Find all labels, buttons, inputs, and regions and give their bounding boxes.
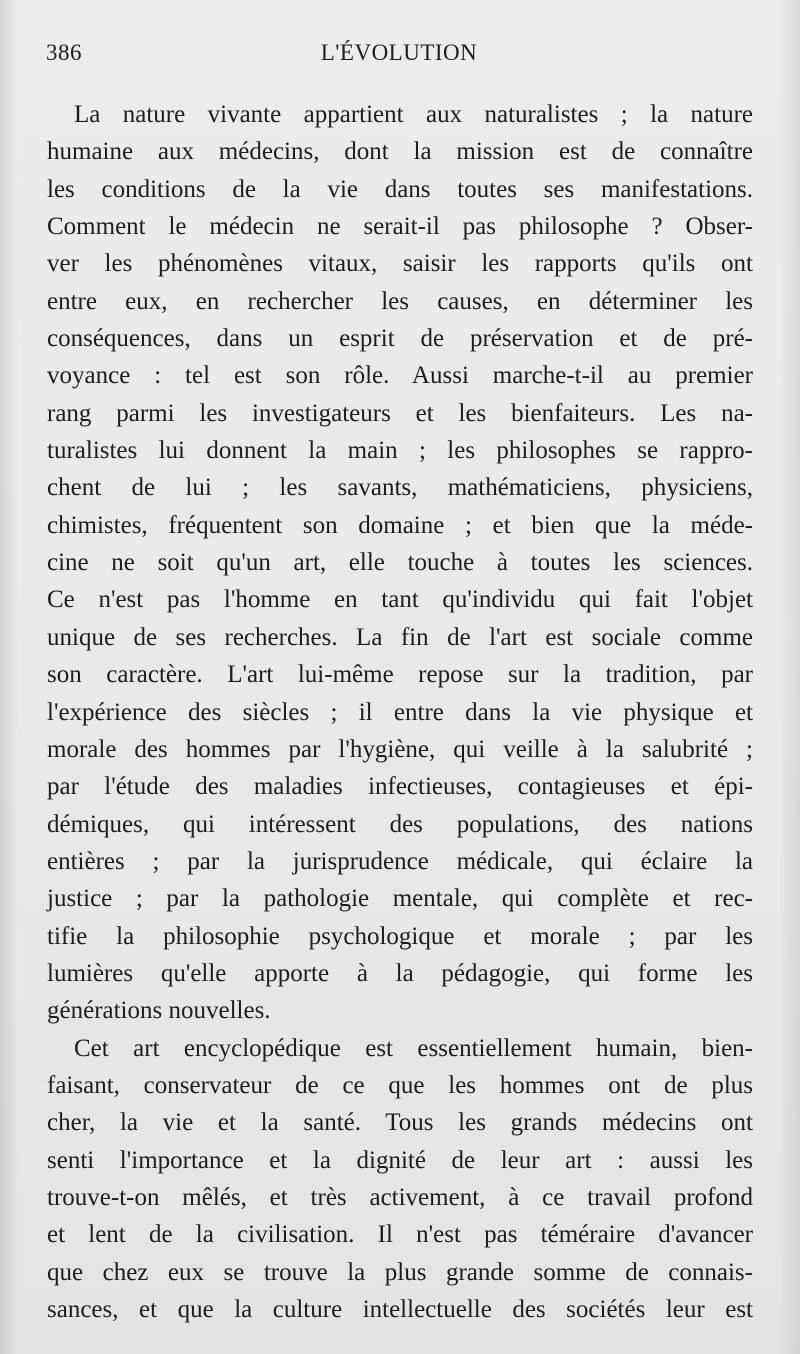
text-line: l'expérience des siècles ; il entre dans la vie physique et (47, 698, 753, 726)
text-line: entières ; par la jurisprudence médicale, qui éclaire la (47, 847, 753, 875)
text-line: justice ; par la pathologie mentale, qui complète et rec- (47, 885, 753, 913)
text-line: Comment le médecin ne serait-il pas philosophe ? Obser- (47, 213, 753, 241)
text-line: par l'étude des maladies infectieuses, contagieuses et épi- (47, 773, 753, 801)
text-line: et lent de la civilisation. Il n'est pas téméraire d'avancer (47, 1221, 753, 1249)
text-line: morale des hommes par l'hygiène, qui veille à la salubrité ; (47, 735, 753, 763)
text-line: unique de ses recherches. La fin de l'art est sociale comme (47, 623, 753, 651)
text-line: entre eux, en rechercher les causes, en déterminer les (47, 287, 753, 315)
text-line: les conditions de la vie dans toutes ses manifestations. (47, 175, 753, 203)
running-header (46, 40, 752, 76)
text-line: rang parmi les investigateurs et les bienfaiteurs. Les na- (47, 399, 753, 427)
text-line: cher, la vie et la santé. Tous les grands médecins ont (47, 1109, 753, 1137)
text-line: Cet art encyclopédique est essentiellement humain, bien- (74, 1034, 753, 1062)
text-line: lumières qu'elle apporte à la pédagogie, qui forme les (47, 959, 753, 987)
text-line: ver les phénomènes vitaux, saisir les rapports qu'ils ont (47, 250, 753, 278)
text-line: chent de lui ; les savants, mathématiciens, physiciens, (47, 474, 753, 502)
paragraph-text (47, 96, 753, 1030)
text-line: senti l'importance et la dignité de leur art : aussi les (47, 1146, 753, 1174)
text-line: démiques, qui intéressent des populations, des nations (47, 810, 753, 838)
text-line: humaine aux médecins, dont la mission est de connaître (47, 138, 753, 166)
text-line: chimistes, fréquentent son domaine ; et bien que la méde- (47, 511, 753, 539)
text-line: son caractère. L'art lui-même repose sur la tradition, par (47, 661, 753, 689)
text-line: cine ne soit qu'un art, elle touche à toutes les sciences. (47, 549, 753, 577)
paragraph-2 (47, 1030, 753, 1329)
paragraph-text (47, 1030, 753, 1329)
text-line: sances, et que la culture intellectuelle des sociétés leur est (47, 1296, 753, 1323)
paragraph-1 (47, 96, 753, 1030)
body-text (47, 96, 753, 1328)
text-line: trouve-t-on mêlés, et très activement, à ce travail profond (47, 1183, 753, 1211)
text-line: tifie la philosophie psychologique et morale ; par les (47, 922, 753, 950)
text-line: que chez eux se trouve la plus grande somme de connais- (47, 1258, 753, 1286)
page-number: 386 (46, 40, 82, 65)
text-line: faisant, conservateur de ce que les hommes ont de plus (47, 1071, 753, 1099)
text-line: voyance : tel est son rôle. Aussi marche-t-il au premier (47, 362, 753, 390)
text-line: Ce n'est pas l'homme en tant qu'individu qui fait l'objet (47, 586, 753, 614)
text-line: turalistes lui donnent la main ; les philosophes se rappro- (47, 437, 753, 465)
text-line: conséquences, dans un esprit de préservation et de pré- (47, 325, 753, 353)
text-line: La nature vivante appartient aux naturalistes ; la nature (74, 101, 753, 128)
text-line: générations nouvelles. (47, 997, 271, 1025)
running-title: L'ÉVOLUTION (320, 40, 478, 65)
